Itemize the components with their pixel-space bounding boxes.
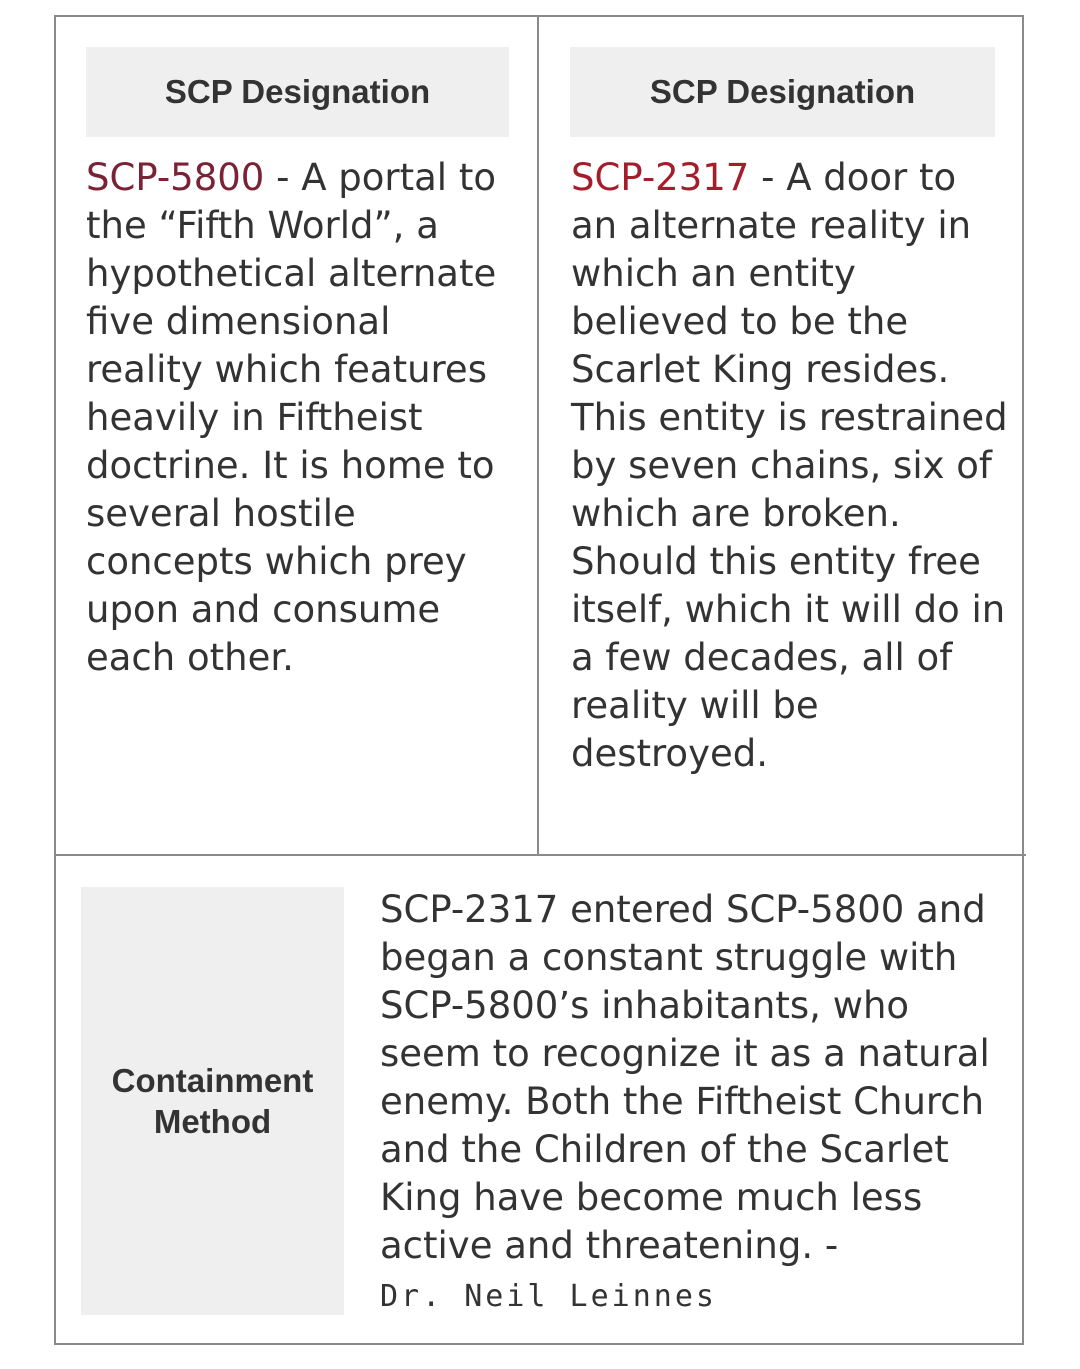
row-divider (54, 854, 1026, 856)
column-divider (537, 15, 539, 855)
scp-5800-link[interactable]: SCP-5800 (86, 156, 265, 199)
containment-method-label-text: Containment Method (111, 1062, 314, 1140)
right-description (571, 154, 1011, 778)
left-column-header: SCP Designation (86, 47, 509, 137)
left-description-text: - A portal to the “Fifth World”, a hypothetical alternate five dimensional reality which features heavily in Fiftheist doctrine. It is home to several hostile concepts which prey upon and consume each other. (86, 156, 497, 679)
containment-method-label (81, 887, 344, 1315)
right-description-text: - A door to an alternate reality in which an entity believed to be the Scarlet King resides. This entity is restrained by seven chains, six of which are broken. Should this entity free itself, which it will do in a few decades, all of reality will be destroyed. (571, 156, 1008, 775)
right-column-header: SCP Designation (570, 47, 995, 137)
containment-description: SCP-2317 entered SCP-5800 and began a constant struggle with SCP-5800’s inhabitants, who seem to recognize it as a natural enemy. Both the Fiftheist Church and the Children of the Scarlet King have become much less active and threatening. - (380, 888, 990, 1267)
author-signature: Dr. Neil Leinnes (380, 1279, 717, 1314)
containment-method-text (380, 886, 1010, 1321)
left-description (86, 154, 516, 682)
scp-2317-link[interactable]: SCP-2317 (571, 156, 750, 199)
